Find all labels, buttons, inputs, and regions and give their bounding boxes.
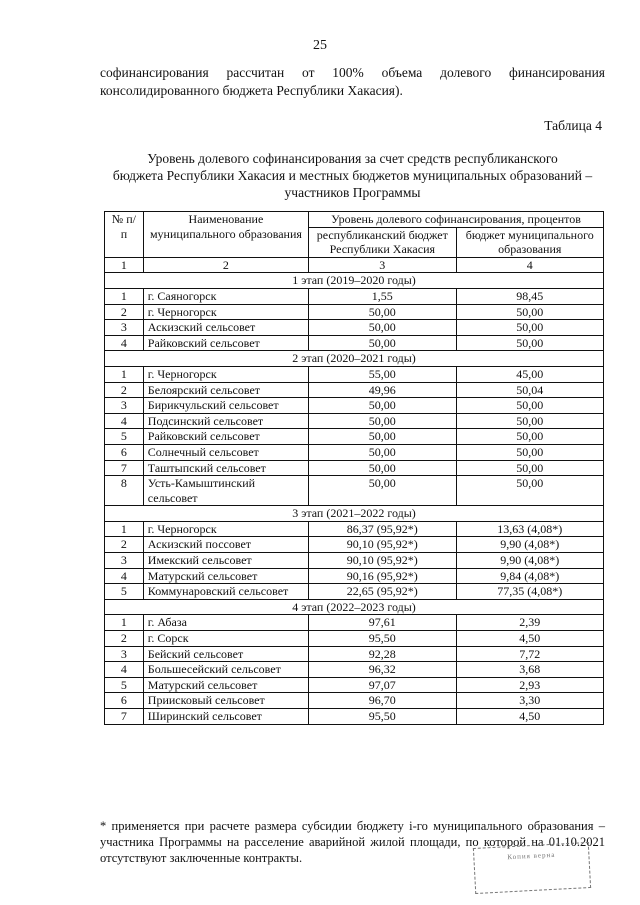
- row-number: 3: [105, 553, 144, 569]
- row-republic-share: 49,96: [309, 382, 456, 398]
- row-republic-share: 50,00: [309, 476, 456, 506]
- table-row: [105, 662, 604, 678]
- stage-title: 2 этап (2020–2021 годы): [105, 351, 604, 367]
- table-row: [105, 615, 604, 631]
- row-municipal-share: 9,84 (4,08*): [456, 568, 603, 584]
- row-number: 2: [105, 537, 144, 553]
- table-row: [105, 413, 604, 429]
- row-name: Подсинский сельсовет: [143, 413, 308, 429]
- title-line-3: участников Программы: [284, 185, 421, 200]
- row-name: Бирикчульский сельсовет: [143, 398, 308, 414]
- row-number: 4: [105, 568, 144, 584]
- row-municipal-share: 9,90 (4,08*): [456, 553, 603, 569]
- stage-title: 1 этап (2019–2020 годы): [105, 273, 604, 289]
- table-row: [105, 429, 604, 445]
- row-name: г. Саяногорск: [143, 288, 308, 304]
- intro-line-2: консолидированного бюджета Республики Хакасия).: [100, 83, 403, 98]
- row-name: Бейский сельсовет: [143, 646, 308, 662]
- table-row: [105, 568, 604, 584]
- row-republic-share: 1,55: [309, 288, 456, 304]
- title-line-1: Уровень долевого софинансирования за счет средств республиканского: [147, 151, 558, 166]
- table-row: [105, 677, 604, 693]
- row-name: Райковский сельсовет: [143, 335, 308, 351]
- row-republic-share: 92,28: [309, 646, 456, 662]
- stamp-text: Копия верна: [507, 850, 556, 862]
- row-number: 4: [105, 662, 144, 678]
- table-row: [105, 320, 604, 336]
- row-number: 5: [105, 429, 144, 445]
- row-municipal-share: 50,00: [456, 476, 603, 506]
- row-number: 2: [105, 382, 144, 398]
- cofinancing-table: [104, 211, 604, 725]
- row-republic-share: 22,65 (95,92*): [309, 584, 456, 600]
- row-name: Райковский сельсовет: [143, 429, 308, 445]
- row-name: Ширинский сельсовет: [143, 709, 308, 725]
- row-name: г. Черногорск: [143, 304, 308, 320]
- table-row: [105, 444, 604, 460]
- row-republic-share: 50,00: [309, 304, 456, 320]
- certification-stamp: [473, 842, 591, 894]
- row-name: Большесейский сельсовет: [143, 662, 308, 678]
- row-municipal-share: 3,68: [456, 662, 603, 678]
- row-republic-share: 86,37 (95,92*): [309, 521, 456, 537]
- table-row: [105, 460, 604, 476]
- row-republic-share: 96,32: [309, 662, 456, 678]
- intro-paragraph: [100, 64, 605, 100]
- row-municipal-share: 50,00: [456, 335, 603, 351]
- table-label: Таблица 4: [544, 118, 602, 133]
- row-number: 5: [105, 677, 144, 693]
- row-number: 7: [105, 709, 144, 725]
- row-number: 2: [105, 304, 144, 320]
- row-number: 1: [105, 288, 144, 304]
- row-name: Усть-Камыштинский сельсовет: [143, 476, 308, 506]
- table-row: [105, 693, 604, 709]
- table-row: [105, 521, 604, 537]
- table-row: [105, 537, 604, 553]
- row-name: Белоярский сельсовет: [143, 382, 308, 398]
- row-number: 8: [105, 476, 144, 506]
- header-municipal: бюджет муниципального образования: [456, 227, 603, 257]
- stage-title: 3 этап (2021–2022 годы): [105, 506, 604, 522]
- stage-title: 4 этап (2022–2023 годы): [105, 599, 604, 615]
- header-name: Наименование муниципального образования: [143, 212, 308, 258]
- row-name: Аскизский сельсовет: [143, 320, 308, 336]
- footnote: * применяется при расчете размера субсидии бюджету i-го муниципального образования – участника Программы на расселение аварийной жилой площади, по которой на 01.10.2021 отсутствуют заключенные контракты.: [100, 819, 605, 865]
- table-row: [105, 584, 604, 600]
- header-num: № п/п: [105, 212, 144, 258]
- table-body: [105, 273, 604, 724]
- row-municipal-share: 4,50: [456, 709, 603, 725]
- row-municipal-share: 50,00: [456, 304, 603, 320]
- stage-row: [105, 506, 604, 522]
- row-republic-share: 50,00: [309, 320, 456, 336]
- row-republic-share: 95,50: [309, 709, 456, 725]
- row-municipal-share: 45,00: [456, 366, 603, 382]
- title-line-2: бюджета Республики Хакасия и местных бюджетов муниципальных образований –: [112, 168, 593, 183]
- row-name: Матурский сельсовет: [143, 568, 308, 584]
- row-number: 4: [105, 413, 144, 429]
- row-municipal-share: 50,04: [456, 382, 603, 398]
- row-name: Имекский сельсовет: [143, 553, 308, 569]
- col-number-4: 4: [456, 257, 603, 273]
- row-municipal-share: 2,93: [456, 677, 603, 693]
- header-level: Уровень долевого софинансирования, процентов: [309, 212, 604, 228]
- table-row: [105, 304, 604, 320]
- row-number: 3: [105, 398, 144, 414]
- row-municipal-share: 50,00: [456, 413, 603, 429]
- row-number: 1: [105, 366, 144, 382]
- row-number: 7: [105, 460, 144, 476]
- row-municipal-share: 4,50: [456, 631, 603, 647]
- row-number: 3: [105, 320, 144, 336]
- table-row: [105, 288, 604, 304]
- row-municipal-share: 50,00: [456, 460, 603, 476]
- row-name: г. Абаза: [143, 615, 308, 631]
- row-name: Таштыпский сельсовет: [143, 460, 308, 476]
- row-municipal-share: 50,00: [456, 444, 603, 460]
- row-number: 3: [105, 646, 144, 662]
- row-republic-share: 90,10 (95,92*): [309, 537, 456, 553]
- row-municipal-share: 9,90 (4,08*): [456, 537, 603, 553]
- row-municipal-share: 50,00: [456, 429, 603, 445]
- table-row: [105, 382, 604, 398]
- row-number: 5: [105, 584, 144, 600]
- table-title: [100, 150, 605, 201]
- row-republic-share: 96,70: [309, 693, 456, 709]
- table-row: [105, 553, 604, 569]
- stage-row: [105, 351, 604, 367]
- row-number: 1: [105, 521, 144, 537]
- row-name: Аскизский поссовет: [143, 537, 308, 553]
- row-number: 4: [105, 335, 144, 351]
- row-municipal-share: 50,00: [456, 320, 603, 336]
- table-row: [105, 646, 604, 662]
- row-republic-share: 50,00: [309, 335, 456, 351]
- table-row: [105, 709, 604, 725]
- row-republic-share: 50,00: [309, 429, 456, 445]
- row-name: г. Черногорск: [143, 521, 308, 537]
- row-municipal-share: 50,00: [456, 398, 603, 414]
- table-row: [105, 398, 604, 414]
- row-number: 6: [105, 693, 144, 709]
- row-municipal-share: 7,72: [456, 646, 603, 662]
- row-republic-share: 97,07: [309, 677, 456, 693]
- intro-line-1: софинансирования рассчитан от 100% объема долевого финансирования: [100, 65, 605, 80]
- stage-row: [105, 273, 604, 289]
- row-republic-share: 95,50: [309, 631, 456, 647]
- row-municipal-share: 98,45: [456, 288, 603, 304]
- table-row: [105, 631, 604, 647]
- row-republic-share: 50,00: [309, 444, 456, 460]
- table-row: [105, 366, 604, 382]
- row-name: Приисковый сельсовет: [143, 693, 308, 709]
- row-name: г. Сорск: [143, 631, 308, 647]
- row-name: Матурский сельсовет: [143, 677, 308, 693]
- row-republic-share: 90,16 (95,92*): [309, 568, 456, 584]
- col-number-2: 2: [143, 257, 308, 273]
- row-republic-share: 50,00: [309, 413, 456, 429]
- row-number: 6: [105, 444, 144, 460]
- col-number-1: 1: [105, 257, 144, 273]
- col-number-3: 3: [309, 257, 456, 273]
- row-municipal-share: 2,39: [456, 615, 603, 631]
- table-row: [105, 335, 604, 351]
- stage-row: [105, 599, 604, 615]
- row-name: Коммунаровский сельсовет: [143, 584, 308, 600]
- row-municipal-share: 13,63 (4,08*): [456, 521, 603, 537]
- row-republic-share: 97,61: [309, 615, 456, 631]
- row-number: 1: [105, 615, 144, 631]
- row-name: Солнечный сельсовет: [143, 444, 308, 460]
- header-republic: республиканский бюджет Республики Хакасия: [309, 227, 456, 257]
- row-municipal-share: 3,30: [456, 693, 603, 709]
- row-number: 2: [105, 631, 144, 647]
- row-republic-share: 90,10 (95,92*): [309, 553, 456, 569]
- row-republic-share: 50,00: [309, 460, 456, 476]
- row-republic-share: 50,00: [309, 398, 456, 414]
- row-municipal-share: 77,35 (4,08*): [456, 584, 603, 600]
- table-row: [105, 476, 604, 506]
- row-republic-share: 55,00: [309, 366, 456, 382]
- page-number: 25: [313, 38, 327, 53]
- row-name: г. Черногорск: [143, 366, 308, 382]
